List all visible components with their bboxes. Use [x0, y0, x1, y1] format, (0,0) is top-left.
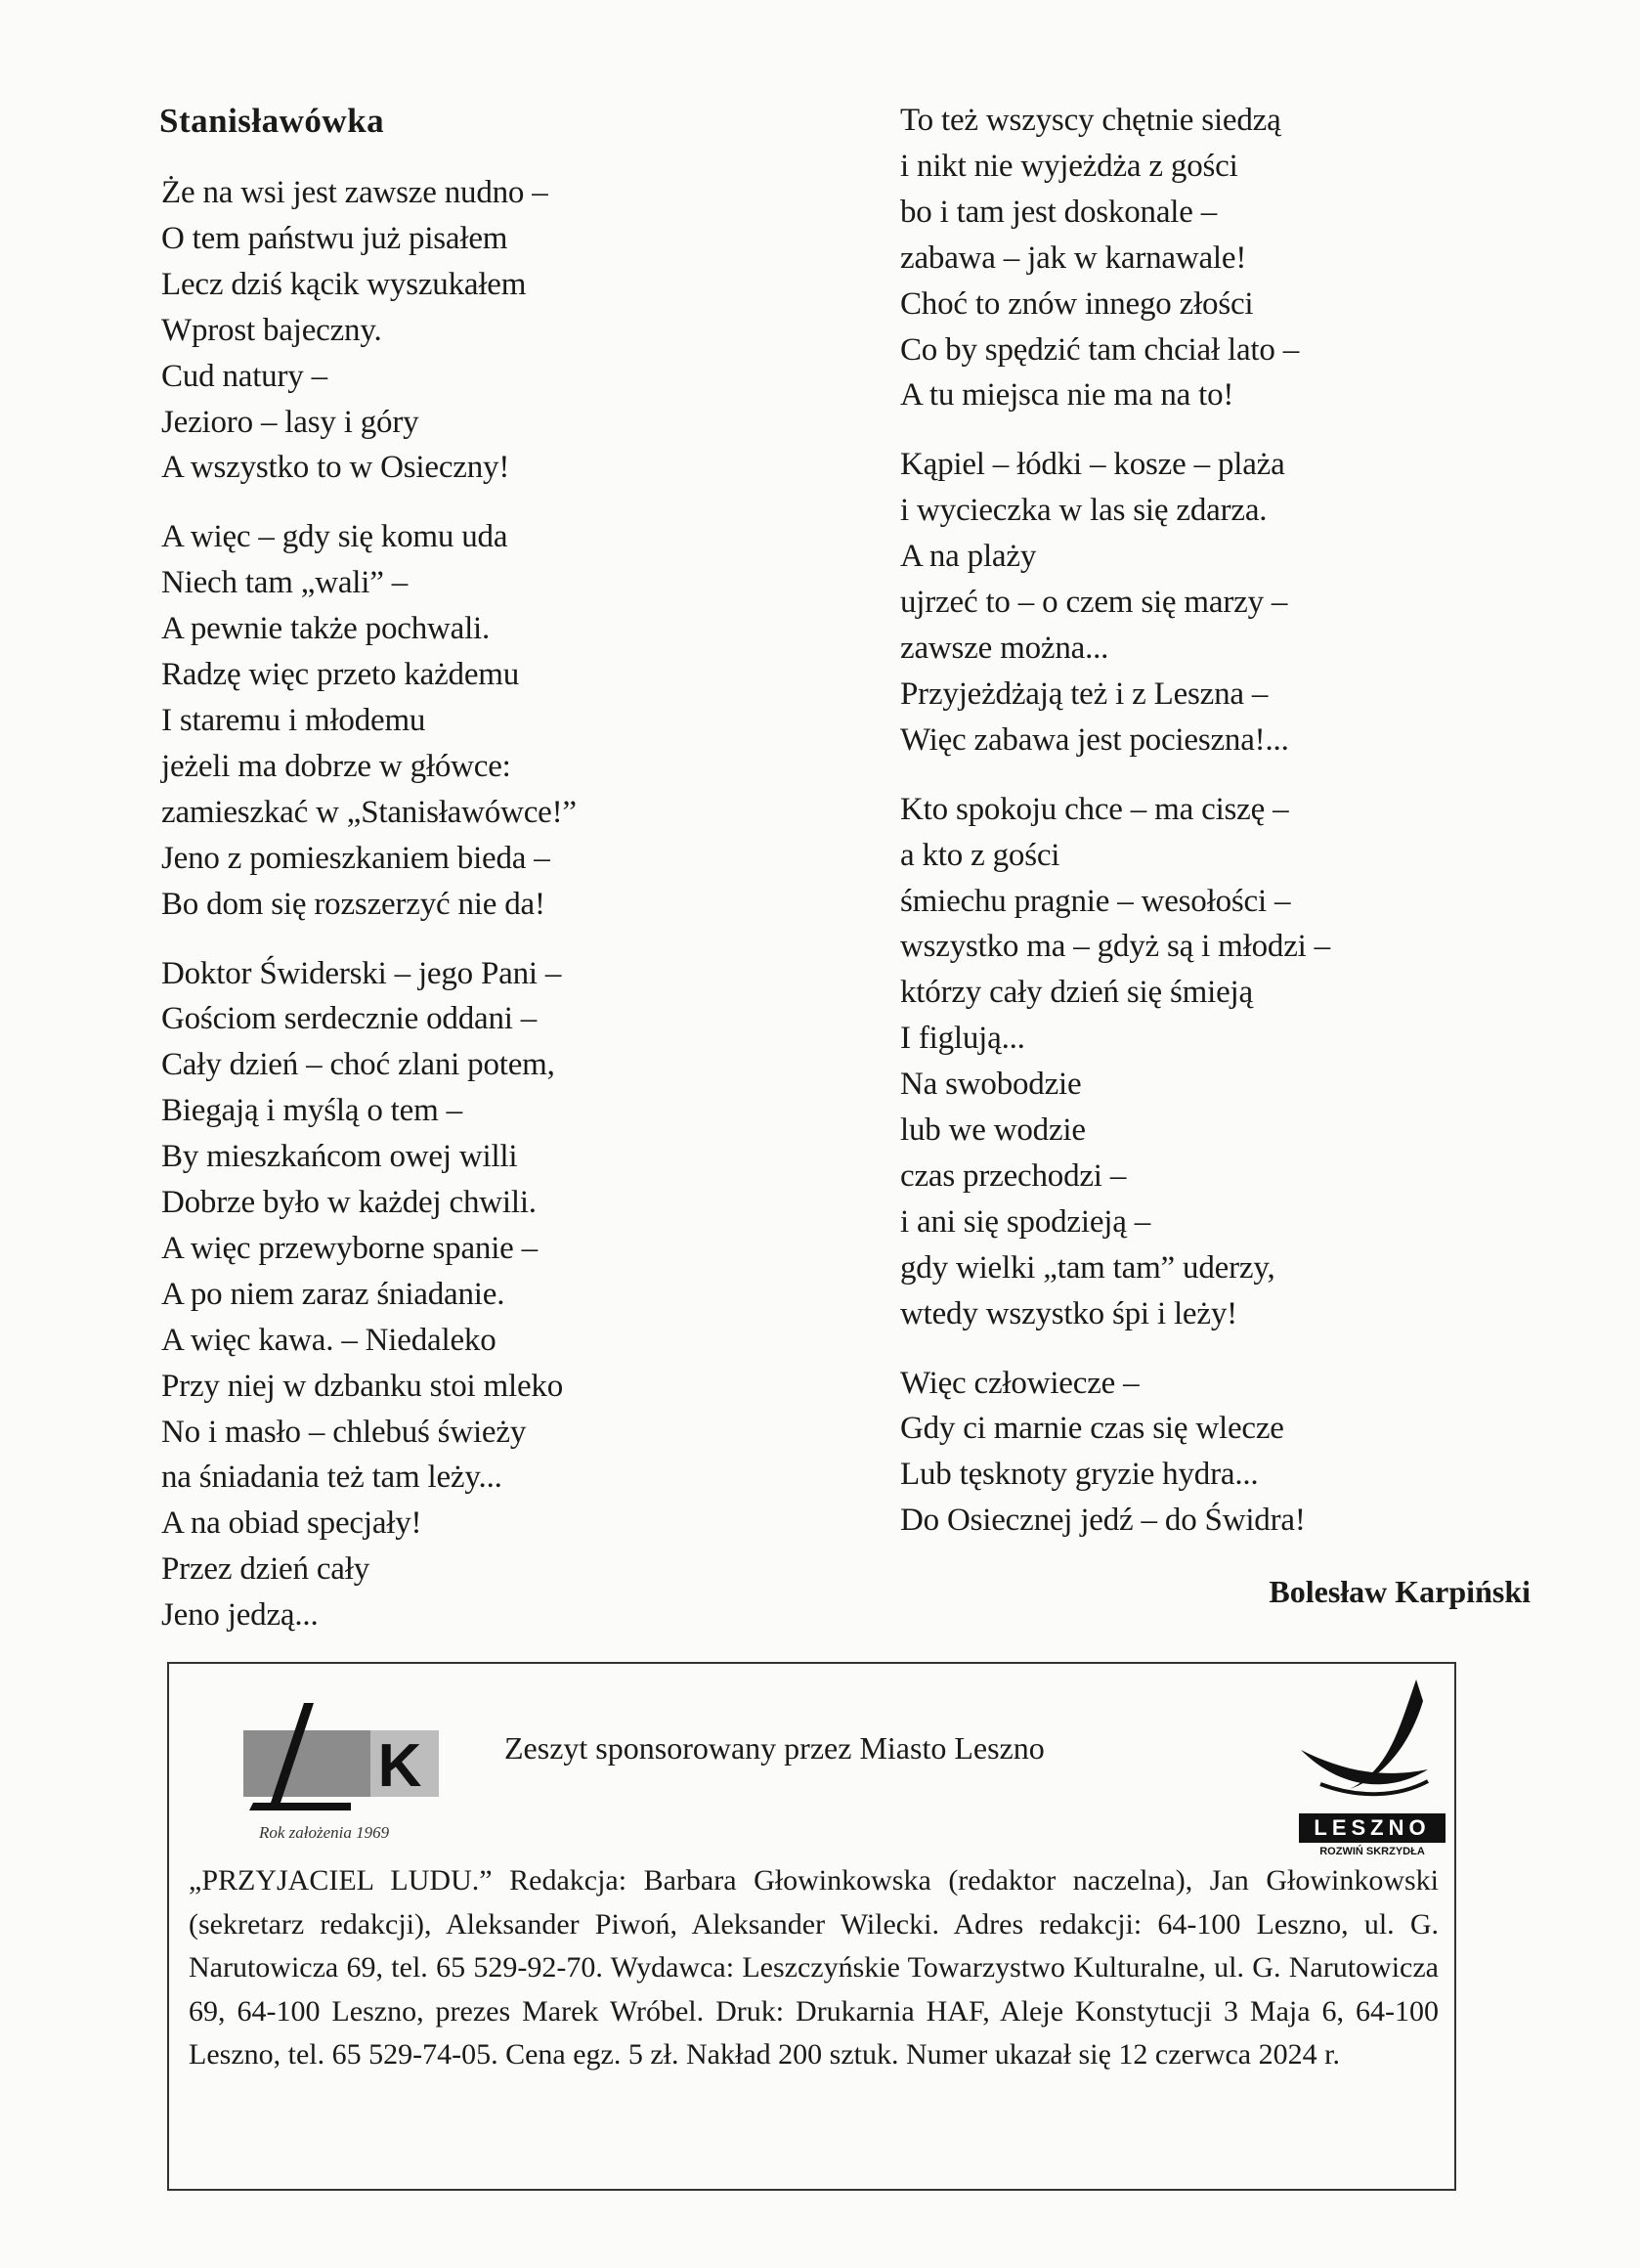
poem-line: Wprost bajeczny.: [161, 312, 382, 348]
poem-line: zamieszkać w „Stanisławówce!”: [161, 794, 577, 830]
poem-line: O tem państwu już pisałem: [161, 220, 508, 256]
poem-line: Niech tam „wali” –: [161, 565, 409, 601]
poem-line: Przyjeżdżają też i z Leszna –: [900, 676, 1269, 712]
poem-line: na śniadania też tam leży...: [161, 1460, 502, 1496]
poem-line: zawsze można...: [900, 630, 1109, 666]
poem-line: Lecz dziś kącik wyszukałem: [161, 266, 527, 302]
poem-stanza: [900, 98, 1506, 418]
poem-line: Na swobodzie: [900, 1067, 1082, 1103]
poem-stanza: [161, 514, 709, 927]
poem-line: jeżeli ma dobrze w główce:: [161, 748, 511, 784]
poem-line: Więc zabawa jest pocieszna!...: [900, 721, 1289, 758]
poem-line: To też wszyscy chętnie siedzą: [900, 103, 1281, 138]
poem-line: A więc – gdy się komu uda: [161, 519, 508, 555]
sponsor-text: Zeszyt sponsorowany przez Miasto Leszno: [504, 1730, 1045, 1766]
leszno-logo: [1291, 1672, 1447, 1857]
poem-line: By mieszkańcom owej willi: [161, 1139, 518, 1175]
poem-line: Jeno z pomieszkaniem bieda –: [161, 840, 550, 876]
poem-line: Jezioro – lasy i góry: [161, 404, 419, 440]
poem-stanza: [900, 787, 1506, 1337]
poem-line: wszystko ma – gdyż są i młodzi –: [900, 929, 1330, 965]
poem-line: A tu miejsca nie ma na to!: [900, 377, 1234, 414]
poem-line: zabawa – jak w karnawale!: [900, 240, 1247, 276]
poem-stanza: [900, 442, 1506, 763]
poem-line: Kąpiel – łódki – kosze – plaża: [900, 447, 1285, 483]
poem-line: którzy cały dzień się śmieją: [900, 975, 1253, 1011]
poem-line: A więc kawa. – Niedaleko: [161, 1322, 496, 1358]
poem-line: Co by spędzić tam chciał lato –: [900, 331, 1300, 368]
poem-line: I staremu i młodemu: [161, 702, 426, 738]
lk-logo-caption: Rok założenia 1969: [259, 1823, 390, 1842]
poem-line: wtedy wszystko śpi i leży!: [900, 1295, 1237, 1331]
poem-line: Bo dom się rozszerzyć nie da!: [161, 886, 545, 922]
poem-line: Przy niej w dzbanku stoi mleko: [161, 1368, 564, 1404]
poem-line: Kto spokoju chce – ma ciszę –: [900, 791, 1289, 827]
poem-line: Przez dzień cały: [161, 1551, 370, 1588]
poem-stanza: [900, 1361, 1506, 1545]
poem-stanza: [161, 170, 709, 491]
poem-line: Lub tęsknoty gryzie hydra...: [900, 1457, 1259, 1493]
poem-line: Doktor Świderski – jego Pani –: [161, 955, 562, 991]
poem-line: Dobrze było w każdej chwili.: [161, 1185, 537, 1221]
poem-line: Jeno jedzą...: [161, 1597, 319, 1634]
poem-line: i nikt nie wyjeżdża z gości: [900, 148, 1238, 184]
poem-line: A więc przewyborne spanie –: [161, 1230, 538, 1266]
poem-line: i wycieczka w las się zdarza.: [900, 493, 1268, 529]
poem-line: czas przechodzi –: [900, 1157, 1127, 1194]
lk-logo-letter: K: [377, 1732, 422, 1800]
poem-line: A pewnie także pochwali.: [161, 611, 491, 647]
poem-line: A wszystko to w Osieczny!: [161, 450, 510, 486]
poem-line: Radzę więc przeto każdemu: [161, 657, 520, 693]
poem-line: Więc człowiecze –: [900, 1365, 1140, 1401]
poem-line: A na plaży: [900, 539, 1037, 575]
poem-line: śmiechu pragnie – wesołości –: [900, 883, 1291, 919]
leszno-logo-tagline: ROZWIŃ SKRZYDŁA: [1319, 1846, 1425, 1857]
poem-line: Cały dzień – choć zlani potem,: [161, 1047, 555, 1083]
poem-line: I figlują...: [900, 1021, 1025, 1057]
poem-line: No i masło – chlebuś świeży: [161, 1414, 527, 1450]
poem-author: Bolesław Karpiński: [1269, 1574, 1531, 1609]
poem-line: a kto z gości: [900, 837, 1060, 873]
leszno-logo-name: LESZNO: [1314, 1815, 1431, 1840]
poem-line: Gościom serdecznie oddani –: [161, 1001, 538, 1037]
poem-right-column: [900, 98, 1506, 1544]
poem-line: Że na wsi jest zawsze nudno –: [161, 175, 548, 210]
poem-line: Gdy ci marnie czas się wlecze: [900, 1411, 1284, 1447]
poem-line: Cud natury –: [161, 358, 327, 394]
poem-line: Biegają i myślą o tem –: [161, 1093, 462, 1129]
poem-title: Stanisławówka: [159, 102, 385, 140]
poem-line: gdy wielki „tam tam” uderzy,: [900, 1249, 1275, 1286]
poem-line: Do Osiecznej jedź – do Świdra!: [900, 1503, 1306, 1539]
poem-line: lub we wodzie: [900, 1112, 1086, 1149]
imprint-box: [167, 1662, 1456, 2191]
poem-stanza: [161, 951, 709, 1639]
poem-line: i ani się spodzieją –: [900, 1203, 1151, 1240]
imprint-text: „PRZYJACIEL LUDU.” Redakcja: Barbara Głowinkowska (redaktor naczelna), Jan Głowinkowski (sekretarz redakcji), Aleksander Piwoń, Aleksander Wilecki. Adres redakcji: 64-100 Leszno, ul. G. Narutowicza 69, tel. 65 529-92-70. Wydawca: Leszczyńskie Towarzystwo Kulturalne, ul. G. Narutowicza 69, 64-100 Leszno, prezes Marek Wróbel. Druk: Drukarnia HAF, Aleje Konstytucji 3 Maja 6, 64-100 Leszno, tel. 65 529-74-05. Cena egz. 5 zł. Nakład 200 sztuk. Numer ukazał się 12 czerwca 2024 r.: [189, 1864, 1439, 2071]
poem-line: A po niem zaraz śniadanie.: [161, 1276, 505, 1312]
poem-line: A na obiad specjały!: [161, 1505, 422, 1542]
poem-line: bo i tam jest doskonale –: [900, 194, 1218, 230]
poem-line: ujrzeć to – o czem się marzy –: [900, 585, 1288, 621]
poem-left-column: [161, 170, 709, 1638]
poem-line: Choć to znów innego złości: [900, 285, 1254, 322]
